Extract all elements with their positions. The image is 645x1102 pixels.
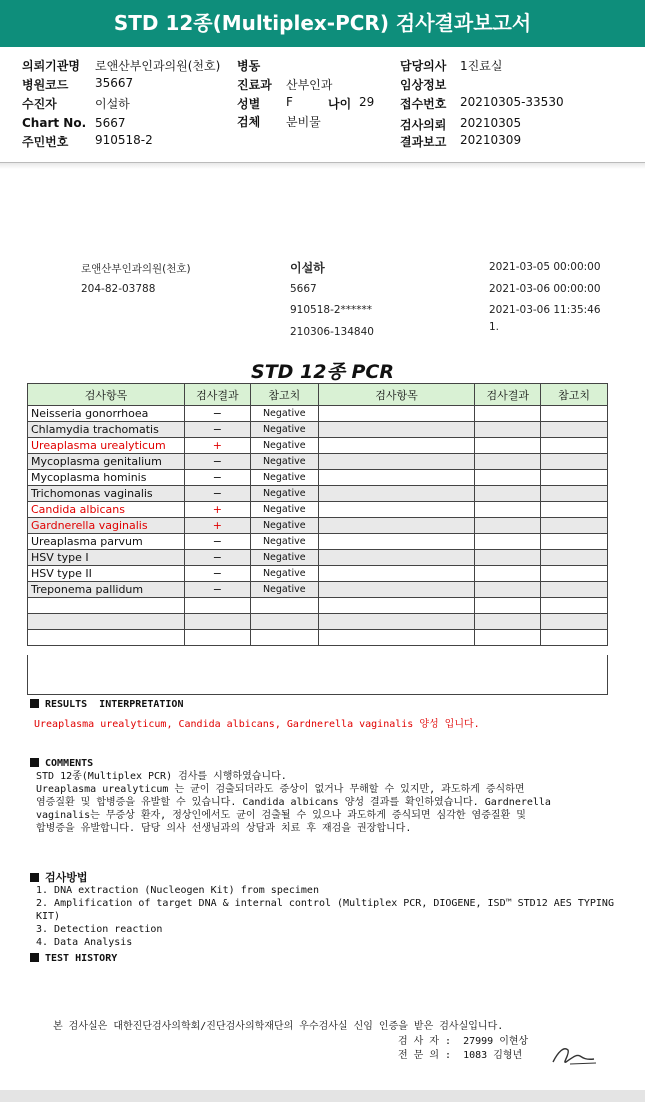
signature-icon xyxy=(550,1042,600,1068)
empty-cell xyxy=(541,550,608,566)
bullet-square-icon xyxy=(30,699,39,708)
meta-masked-id: 910518-2****** xyxy=(290,304,373,316)
col-header: 검사결과 xyxy=(184,384,250,406)
empty-cell xyxy=(475,486,541,502)
receipt-label: 접수번호 xyxy=(400,97,447,111)
test-result-cell: + xyxy=(184,502,250,518)
doctor-value: 1진료실 xyxy=(460,59,503,73)
method-line: 1. DNA extraction (Nucleogen Kit) from specimen xyxy=(36,885,319,896)
empty-cell xyxy=(318,518,475,534)
meta-business-no: 204-82-03788 xyxy=(81,283,156,295)
examiner-value: 27999 이현상 xyxy=(463,1036,529,1047)
reference-cell: Negative xyxy=(250,486,318,502)
test-item-cell: Ureaplasma parvum xyxy=(28,534,185,550)
reference-cell xyxy=(250,614,318,630)
empty-cell xyxy=(475,614,541,630)
test-result-cell: − xyxy=(184,454,250,470)
table-row xyxy=(28,598,608,614)
empty-cell xyxy=(475,422,541,438)
table-row xyxy=(28,550,608,566)
empty-cell xyxy=(318,534,475,550)
patient-label: 수진자 xyxy=(22,97,57,111)
method-line: 2. Amplification of target DNA & internal control (Multiplex PCR, DIOGENE, ISD™ STD12 AES TYPING xyxy=(36,898,614,909)
test-result-cell: − xyxy=(184,582,250,598)
chart-value: 5667 xyxy=(95,116,126,130)
age-label: 나이 xyxy=(328,97,352,111)
test-result-cell xyxy=(184,598,250,614)
patient-info xyxy=(0,54,645,166)
test-item-cell: Treponema pallidum xyxy=(28,582,185,598)
reference-cell: Negative xyxy=(250,470,318,486)
test-result-cell: − xyxy=(184,486,250,502)
history-heading: TEST HISTORY xyxy=(45,953,118,964)
reference-cell: Negative xyxy=(250,582,318,598)
reference-cell: Negative xyxy=(250,518,318,534)
table-row xyxy=(28,422,608,438)
id-label: 주민번호 xyxy=(22,135,69,149)
dept-label: 진료과 xyxy=(237,78,272,92)
empty-cell xyxy=(541,470,608,486)
empty-cell xyxy=(541,582,608,598)
reference-cell: Negative xyxy=(250,406,318,422)
empty-cell xyxy=(475,518,541,534)
test-result-cell: − xyxy=(184,422,250,438)
divider-shadow xyxy=(0,163,645,169)
examiner-label: 검 사 자 : xyxy=(398,1036,452,1047)
dept-value: 산부인과 xyxy=(286,78,333,92)
comment-line: 염증질환 및 합병증을 유발할 수 있습니다. Candida albicans 양성 결과를 확인하였습니다. Gardnerella xyxy=(36,797,551,808)
empty-cell xyxy=(475,502,541,518)
reference-cell xyxy=(250,598,318,614)
meta-date2: 2021-03-06 00:00:00 xyxy=(489,283,601,295)
empty-cell xyxy=(541,454,608,470)
empty-cell xyxy=(475,598,541,614)
table-row xyxy=(28,438,608,454)
meta-clinic: 로앤산부인과의원(천호) xyxy=(81,263,191,275)
id-value: 910518-2 xyxy=(95,133,153,147)
meta-date1: 2021-03-05 00:00:00 xyxy=(489,261,601,273)
comment-line: Ureaplasma urealyticum 는 균이 검출되더라도 증상이 없거나 무해할 수 있지만, 과도하게 증식하면 xyxy=(36,784,525,795)
reference-cell: Negative xyxy=(250,454,318,470)
table-row xyxy=(28,630,608,646)
empty-cell xyxy=(318,550,475,566)
meta-name: 이설하 xyxy=(290,261,325,275)
age-value: 29 xyxy=(359,95,375,109)
reference-cell: Negative xyxy=(250,566,318,582)
institution-label: 의뢰기관명 xyxy=(22,59,80,73)
empty-cell xyxy=(541,566,608,582)
col-header: 검사항목 xyxy=(28,384,185,406)
empty-cell xyxy=(475,406,541,422)
table-row xyxy=(28,406,608,422)
patient-value: 이설하 xyxy=(95,97,130,111)
test-result-cell xyxy=(184,630,250,646)
bullet-square-icon xyxy=(30,873,39,882)
empty-cell xyxy=(541,406,608,422)
results-table xyxy=(27,383,608,646)
empty-cell xyxy=(318,566,475,582)
request-label: 검사의뢰 xyxy=(400,118,447,132)
table-row xyxy=(28,534,608,550)
table-row xyxy=(28,454,608,470)
reference-cell xyxy=(250,630,318,646)
empty-cell xyxy=(475,550,541,566)
empty-cell xyxy=(541,630,608,646)
test-item-cell: Candida albicans xyxy=(28,502,185,518)
empty-cell xyxy=(541,502,608,518)
empty-cell xyxy=(475,630,541,646)
method-line: 4. Data Analysis xyxy=(36,937,133,948)
empty-cell xyxy=(318,422,475,438)
test-item-cell: HSV type I xyxy=(28,550,185,566)
chart-label: Chart No. xyxy=(22,116,87,130)
test-result-cell: − xyxy=(184,550,250,566)
table-row xyxy=(28,470,608,486)
specialist-label: 전 문 의 : xyxy=(398,1050,452,1061)
empty-cell xyxy=(475,454,541,470)
interpretation-section xyxy=(30,699,480,730)
interpretation-text: Ureaplasma urealyticum, Candida albicans, Gardnerella vaginalis 양성 입니다. xyxy=(34,719,480,730)
test-item-cell: Mycoplasma genitalium xyxy=(28,454,185,470)
empty-cell xyxy=(541,518,608,534)
empty-cell xyxy=(318,598,475,614)
report-title: STD 12종(Multiplex-PCR) 검사결과보고서 xyxy=(0,0,645,47)
test-item-cell: Trichomonas vaginalis xyxy=(28,486,185,502)
empty-cell xyxy=(541,486,608,502)
examiner-row xyxy=(398,1035,528,1048)
institution-value: 로앤산부인과의원(천호) xyxy=(95,59,221,73)
specialist-value: 1083 김형년 xyxy=(463,1050,523,1061)
results-blank-area xyxy=(27,655,608,695)
specimen-label: 검체 xyxy=(237,115,261,129)
empty-cell xyxy=(541,598,608,614)
interpretation-heading: RESULTS INTERPRETATION xyxy=(45,699,184,710)
test-result-cell xyxy=(184,614,250,630)
table-row xyxy=(28,582,608,598)
ward-label: 병동 xyxy=(237,59,261,73)
test-result-cell: − xyxy=(184,406,250,422)
reference-cell: Negative xyxy=(250,438,318,454)
test-result-cell: + xyxy=(184,438,250,454)
empty-cell xyxy=(318,630,475,646)
hospital-code-label: 병원코드 xyxy=(22,78,69,92)
empty-cell xyxy=(541,438,608,454)
comment-line: STD 12종(Multiplex PCR) 검사를 시행하였습니다. xyxy=(36,771,287,782)
test-result-cell: − xyxy=(184,470,250,486)
test-item-cell: Ureaplasma urealyticum xyxy=(28,438,185,454)
test-result-cell: − xyxy=(184,566,250,582)
bullet-square-icon xyxy=(30,953,39,962)
comment-line: vaginalis는 무증상 환자, 정상인에서도 균이 검출될 수 있으나 과도하게 증식되면 심각한 염증질환 및 xyxy=(36,810,526,821)
table-header-row xyxy=(28,384,608,406)
empty-cell xyxy=(475,438,541,454)
empty-cell xyxy=(318,438,475,454)
col-header: 검사결과 xyxy=(475,384,541,406)
request-value: 20210305 xyxy=(460,116,522,130)
empty-cell xyxy=(541,534,608,550)
receipt-value: 20210305-33530 xyxy=(460,95,564,109)
empty-cell xyxy=(475,566,541,582)
empty-cell xyxy=(475,534,541,550)
report-label: 결과보고 xyxy=(400,135,447,149)
specimen-value: 분비물 xyxy=(286,115,321,129)
empty-cell xyxy=(318,582,475,598)
meta-date3-suffix: 1. xyxy=(489,321,500,333)
col-header: 검사항목 xyxy=(318,384,475,406)
reference-cell: Negative xyxy=(250,550,318,566)
reference-cell: Negative xyxy=(250,502,318,518)
method-line: 3. Detection reaction xyxy=(36,924,163,935)
test-item-cell: Mycoplasma hominis xyxy=(28,470,185,486)
col-header: 참고치 xyxy=(541,384,608,406)
empty-cell xyxy=(318,614,475,630)
report-value: 20210309 xyxy=(460,133,522,147)
empty-cell xyxy=(318,454,475,470)
sex-label: 성별 xyxy=(237,97,261,111)
empty-cell xyxy=(318,470,475,486)
certification-text: 본 검사실은 대한진단검사의학회/진단검사의학재단의 우수검사실 신임 인증을 받은 검사실입니다. xyxy=(53,1021,504,1032)
comments-section xyxy=(30,757,551,835)
empty-cell xyxy=(541,614,608,630)
empty-cell xyxy=(318,502,475,518)
sex-value: F xyxy=(286,95,293,109)
table-row xyxy=(28,566,608,582)
bullet-square-icon xyxy=(30,758,39,767)
method-section xyxy=(30,871,614,965)
footer-bar xyxy=(0,1090,645,1102)
reference-cell: Negative xyxy=(250,534,318,550)
empty-cell xyxy=(475,582,541,598)
std-title: STD 12종 PCR xyxy=(251,361,394,383)
comments-heading: COMMENTS xyxy=(45,758,94,769)
meta-receipt: 210306-134840 xyxy=(290,326,374,338)
table-row xyxy=(28,518,608,534)
reference-cell: Negative xyxy=(250,422,318,438)
doctor-label: 담당의사 xyxy=(400,59,447,73)
table-row xyxy=(28,614,608,630)
col-header: 참고치 xyxy=(250,384,318,406)
test-item-cell xyxy=(28,630,185,646)
empty-cell xyxy=(318,486,475,502)
empty-cell xyxy=(475,470,541,486)
table-row xyxy=(28,486,608,502)
test-item-cell xyxy=(28,614,185,630)
empty-cell xyxy=(541,422,608,438)
clinical-label: 임상정보 xyxy=(400,78,447,92)
meta-date3: 2021-03-06 11:35:46 xyxy=(489,304,601,316)
specialist-row xyxy=(398,1049,522,1062)
meta-chart: 5667 xyxy=(290,283,317,295)
method-line: KIT) xyxy=(36,911,61,922)
test-item-cell xyxy=(28,598,185,614)
hospital-code-value: 35667 xyxy=(95,76,134,90)
empty-cell xyxy=(318,406,475,422)
test-item-cell: HSV type II xyxy=(28,566,185,582)
method-heading: 검사방법 xyxy=(45,871,88,884)
comment-line: 합병증을 유발합니다. 담당 의사 선생님과의 상담과 치료 후 재검을 권장합니다. xyxy=(36,823,412,834)
test-item-cell: Chlamydia trachomatis xyxy=(28,422,185,438)
test-result-cell: − xyxy=(184,534,250,550)
test-result-cell: + xyxy=(184,518,250,534)
table-row xyxy=(28,502,608,518)
test-item-cell: Neisseria gonorrhoea xyxy=(28,406,185,422)
test-item-cell: Gardnerella vaginalis xyxy=(28,518,185,534)
